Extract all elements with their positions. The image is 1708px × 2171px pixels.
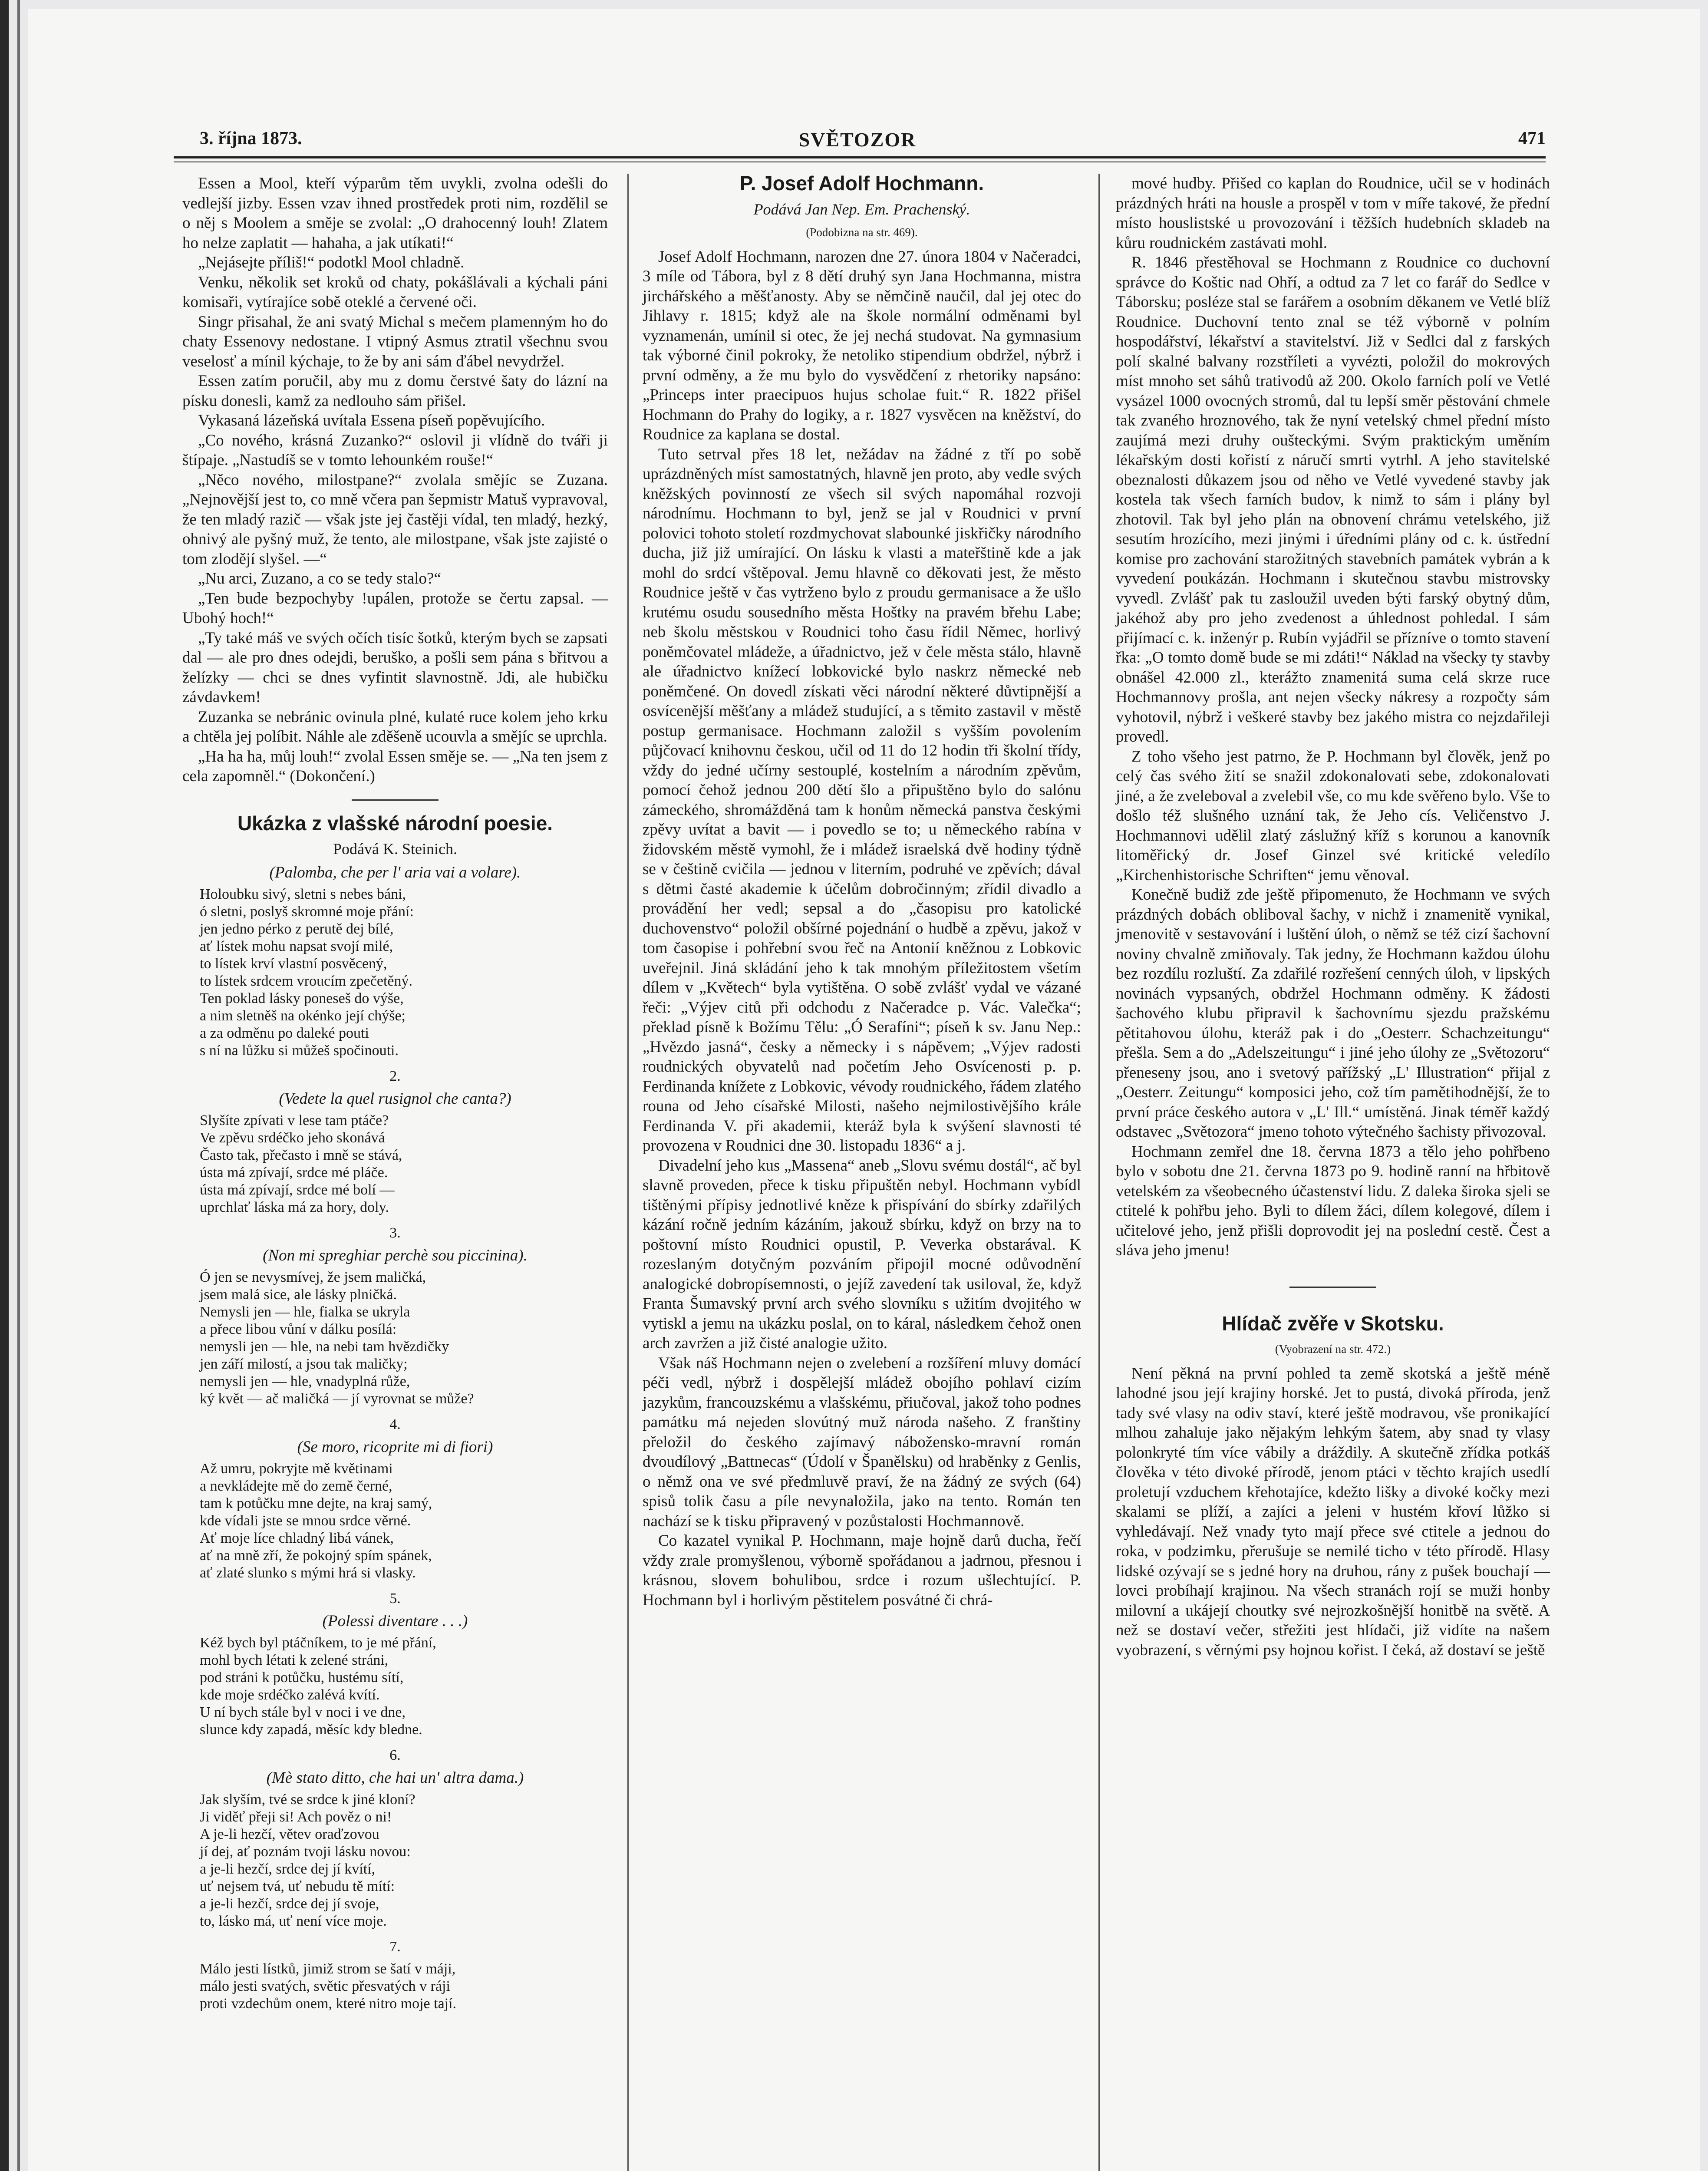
story-continuation xyxy=(182,174,608,786)
poem-line: tam k potůčku mne dejte, na kraj samý, xyxy=(200,1495,432,1511)
article-paragraph: Tuto setrval přes 18 let, nežádav na žádné z tří po sobě uprázdněných míst samostatných, hlavně jen proto, aby vedle svých kněžských povinností ze všech sil svých napomáhal rozvoji národnímu. Hochmann to byl, jenž se jal v Roudnici v první polovici tohoto století rozdmychovat slabounké jiskřičky národního ducha, již již umírající. On lásku k vlasti a mateřštině kde a jak mohl do srdcí vštěpoval. Jemu hlavně co děkovati jest, že město Roudnice ještě v čas vytrženo bylo z proudu germanisace a že ušlo krutému osudu sousedního města Hoštky na pravém břehu Labe; neb školu městskou v Roudnici toho času řídil Němec, horlivý poněmčovatel mládeže, a úřadnictvo, jež v čele města stálo, hlavně ale úřadnictvo knížecí lobkovické bylo naskrz německé neb poněmčené. On dovedl získati věci národní některé důvtipnější a osvícenější měšťany a mládež studující, a s těmito zastavil v městě postup germanisace. Hochmann založil s vyšším povolením půjčovací knihovnu českou, učil od 11 do 12 hodin tři školní třídy, vždy do jedné učírny sestouplé, kostelním a národním zpěvům, pomocí čehož jednou 200 dětí šlo a připuštěno bylo do salónu zámeckého, shromážděná tam k honům německá panstva českými zpěvy uvítat a bavit — i povedlo se to; u německého rabína v židovském městě vymohl, že i mládež israelská dvě hodiny týdně se v češtině cvičila — jednou v literním, podruhé ve zpěvích; dával s dětmi časté akademie k účelům dobročinným; zřídil divadlo a provádění her vedl; sepsal a do „časopisu pro katolické duchovenstvo“ položil obšírné pojednání o hudbě a zpěvu, jakož v tom časopise i pohřební svou řeč na Antonií kněžnou z Lobkovic uveřejnil. Jiná skládání jeho k tak mnohým příležitostem všetím dílem v „Květech“ byla vytištěna. O sobě zvlášť vydal ve vázané řeči: „Výjev citů při odchodu z Načeradce p. Vác. Valečka“; překlad písně k Božímu Tělu: „Ó Serafíni“; píseň k sv. Janu Nep.: „Hvězdo jasná“, česky a německy i s nápěvem; „Výjev radosti roudnických obyvatelů nad početím Jeho Osvícenosti p. p. Ferdinanda knížete z Lobkovic, vévody roudnického, řádem zlatého rouna od Jeho císařské Milosti, našeho nejmilostivějšího krále Ferdinanda V. při akademii, kteráž byla k svýšení slavnosti té provozena v Roudnici dne 30. listopadu 1836“ a j. xyxy=(643,445,1081,1155)
poem-subtitle: (Se moro, ricoprite mi di fiori) xyxy=(297,1438,493,1456)
scan-edge-line xyxy=(17,0,20,2171)
poem-line: a přece libou vůní v dálku posílá: xyxy=(200,1321,397,1337)
article-paragraph: R. 1846 přestěhoval se Hochmann z Roudnice co duchovní správce do Koštic nad Ohří, a odtud za 7 let co farář do Sedlce v Táborsku; posléze stal se farářem a osobním děkanem ve Vetlé blíž Roudnice. Duchovní tento znal se též výborně v polním hospodářství, lékařství a stavitelství. Již v Sedlci dal z farských polí skalné balvany rozstříleti a vyvézti, položil do mokrových míst mnoho set sáhů trativodů až 200. Okolo farních polí ve Vetlé vysázel 1000 ovocných stromů, dal tu lepší směr pěstování chmele tak zvaného hroznového, tak že nyní vetelský chmel přední místo zaujímá mezi druhy oušteckými. Svým praktickým uměním lékařským dosti kořistí z náručí smrti vytrhl. A jeho stavitelské obeznalosti důkazem jsou od něho ve Vetlé vyvedené stavby jak kostela tak všech farních budov, k nimž to sám i plány byl zhotovil. Tak byl jeho plán na obnovení chrámu vetelského, již sesutím hrozícího, mezi jinými i úředními plány od c. k. ústřední komise pro zachování starožitných stavebních památek vybrán a k vyvedení poukázán. Hochmann i skutečnou stavbu mistrovsky vyvedl. Zvlášť pak tu zasloužil uveden býti farský obytný dům, jakéhož aby pro jeho zvedenost a úhlednost pohledal. I sám přijímací c. k. inženýr p. Rubín vyjádřil se přízníve o tomto stavení řka: „O tomto domě bude se mi zdáti!“ Náklad na všecky ty stavby obnášel 42.000 zl., kterážto znamenitá suma celá skrze ruce Hochmannovy prošla, ant nejen všecky nákresy a rozpočty sám vyhotovil, nýbrž i veškeré stavby bez jakého mistra co nejzdařileji provedl. xyxy=(1116,254,1550,746)
story-paragraph: Vykasaná lázeňská uvítala Essena píseň popěvujícího. xyxy=(198,412,545,429)
issue-date: 3. října 1873. xyxy=(200,129,302,148)
poem-line: málo jesti svatých, světic přesvatých v ráji xyxy=(200,1978,450,1994)
poem-line: uť nejsem tvá, uť nebudu tě mítí: xyxy=(200,1878,395,1894)
story-paragraph: Essen a Mool, kteří výparům těm uvykli, zvolna odešli do vedlejší jizby. Essen vzav ihned prostředek proti nim, rozdělil se o něj s Moolem a směje se zvolal: „O drahocenný louh! Zlatem ho nelze zaplatit — hahaha, a jak utíkati!“ xyxy=(182,175,608,252)
gamekeeper-article-body xyxy=(1116,1364,1550,1660)
story-paragraph: „Něco nového, milostpane?“ zvolala smějíc se Zuzana. „Nejnovější jest to, co mně včera pan šepmistr Matuš vypravoval, že ten mladý razič — však jste jej častěji vídal, ten mladý, hezký, ohnivý ale pyšný muž, že tento, ale milostpane, však jste zajisté o tom zlodějí slyšel. —“ xyxy=(182,471,608,568)
column-divider-1 xyxy=(627,174,629,2171)
poem-line: ať lístek mohu napsat svojí milé, xyxy=(200,938,393,954)
article-paragraph: Však náš Hochmann nejen o zvelebení a rozšíření mluvy domácí péči vedl, nýbrž i dospělejší mládež obojího pohlaví cizím jazykům, francouzskému a vlašskému, přiučoval, jakož toho podnes památku má nejeden slovútný muž národa našeho. Z franštiny přeložil do českého zajímavý nábožensko-mravní román dvoudílový „Battnecas“ (Údolí v Španělsku) od hraběnky z Genlis, o němž ona ve své předmluvě praví, že na žádný ze svých (64) spisů tolik času a píle nevynaložila, jako na tento. Román ten nachází se k tisku připravený v pozůstalosti Hochmannově. xyxy=(643,1354,1081,1530)
poem-line: a je-li hezčí, srdce dej jí svoje, xyxy=(200,1896,379,1912)
poem-line: ústa má zpívají, srdce mé pláče. xyxy=(200,1165,388,1181)
poem-line: nemysli jen — hle, vnadyplná růže, xyxy=(200,1373,410,1389)
poetry-article-title: Ukázka z vlašské národní poesie. xyxy=(237,812,553,835)
article-paragraph: Co kazatel vynikal P. Hochmann, maje hojně darů ducha, řečí vždy zrale promyšlenou, výborně spořádanou a jadrnou, přesnou i krásnou, slovem bohulibou, srdce i rozum ušlechtující. P. Hochmann byl i horlivým pěstitelem posvátné či chrá- xyxy=(643,1532,1081,1609)
poem-line: kde moje srdéčko zalévá kvítí. xyxy=(200,1687,380,1703)
poem-line: jsem malá sice, ale lásky plničká. xyxy=(200,1287,397,1303)
poem-line: Holoubku sivý, sletni s nebes báni, xyxy=(200,886,406,902)
poem-subtitle: (Non mi spreghiar perchè sou piccinina). xyxy=(263,1246,528,1264)
gamekeeper-illustration-note: (Vyobrazení na str. 472.) xyxy=(1275,1343,1391,1356)
article-paragraph: mové hudby. Přišed co kaplan do Roudnice, učil se v hodinách prázdných hráti na housle a prospěl v tom v míře takové, že přední místo houslistské u provozování i těžších hudebních skladeb na kůru roudnickém zastávati mohl. xyxy=(1116,175,1550,252)
poem-stanza xyxy=(182,1460,608,1582)
story-paragraph: Essen zatím poručil, aby mu z domu čerstvé šaty do lázní na písku donesli, kamž za nedlouho sám přišel. xyxy=(182,372,608,410)
story-paragraph: „Nu arci, Zuzano, a co se tedy stalo?“ xyxy=(198,570,441,587)
poem-line: ať na mně zří, že pokojný spím spánek, xyxy=(200,1547,432,1564)
poem-subtitle: (Mè stato ditto, che hai un' altra dama.) xyxy=(266,1768,524,1787)
poem-line: Ten poklad lásky poneseš do výše, xyxy=(200,990,404,1006)
poem-line: Kéž bych byl ptáčníkem, to je mé přání, xyxy=(200,1635,436,1651)
poem-line: Ať moje líce chladný libá vánek, xyxy=(200,1530,394,1546)
page-header xyxy=(169,124,1546,154)
poem-stanza xyxy=(182,1112,608,1216)
poem-number: 6. xyxy=(389,1747,401,1763)
page-number: 471 xyxy=(1518,129,1546,148)
poem-line: nemysli jen — hle, na nebi tam hvězdičky xyxy=(200,1339,449,1355)
header-rule-thick xyxy=(174,156,1546,158)
poem-line: kde vídali jste se mnou srdce věrné. xyxy=(200,1513,411,1529)
story-paragraph: „Co nového, krásná Zuzanko?“ oslovil ji vlídně do tváři ji štípaje. „Nastudíš se v tomto lehounkém rouše!“ xyxy=(182,431,608,469)
poem-line: ať zlaté slunko s mými hrá si vlasky. xyxy=(200,1565,416,1581)
poem-line: slunce kdy zapadá, měsíc kdy bledne. xyxy=(200,1722,422,1738)
poem-number: 3. xyxy=(389,1225,401,1241)
poem-line: ó sletni, poslyš skromné moje přání: xyxy=(200,904,414,920)
poem-subtitle: (Vedete la quel rusignol che canta?) xyxy=(279,1089,511,1108)
column-divider-2 xyxy=(1098,174,1100,2171)
hochmann-article-title: P. Josef Adolf Hochmann. xyxy=(739,172,984,195)
story-paragraph: „Nejásejte příliš!“ podotkl Mool chladně. xyxy=(198,254,465,271)
scan-edge-dark xyxy=(0,0,9,2171)
poem-line: Až umru, pokryjte mě květinami xyxy=(200,1461,393,1477)
article-paragraph: Konečně budiž zde ještě připomenuto, že Hochmann ve svých prázdných dobách obliboval šachy, v nichž i znamenitě vynikal, jmenovitě v sestavování i luštění úloh, o němž se též cizí šachovní noviny chvalně zmiňovaly. Tak jedny, že Hochmann každou úlohu bez rozdílu rozluští. Za zdařilé rozřešení cenných úloh, v lipských novinách vypsaných, obdržel Hochmann odměny. K žádosti šachového klubu připravil k šachovnímu sjezdu pražskému pětitahovou úlohu, kteráž pak i do „Oesterr. Schachzeitungu“ přešla. Sem a do „Adelszeitungu“ i jiné jeho úlohy ze „Světozoru“ přeneseny jsou, ano i svetový pařížský „L' Illustration“ přijal z „Oesterr. Zeitungu“ komposici jeho, což tím pamětihodnější, že to první práce českého autora v „L' Ill.“ umístěná. Jinak téměř každý odstavec „Světozora“ jmeno tohoto výtečného šachisty přivozoval. xyxy=(1116,886,1550,1141)
poetry-byline: Podává K. Steinich. xyxy=(333,840,457,858)
poem-line: a nim sletněš na okénko její chýše; xyxy=(200,1008,406,1024)
poem-number: 4. xyxy=(389,1416,401,1432)
article-paragraph: Z toho všeho jest patrno, že P. Hochmann byl člověk, jenž po celý čas svého žití se snažil zdokonalovati sebe, zdokonalovati jiné, a že zveleboval a zvelebil vše, co mu kde svěřeno bylo. Vše to došlo též slušného uznání tak, že Jeho cís. Veličenstvo J. Hochmannovi udělil zlatý záslužný kříž s korunou a kanovník litoměřický dr. Josef Ginzel své kritické veledílo „Kirchenhistorische Schriften“ jemu věnoval. xyxy=(1116,747,1550,884)
hochmann-article-continued xyxy=(1116,174,1550,1260)
poem-line: mohl bych létati k zelené stráni, xyxy=(200,1652,389,1668)
poem-line: Ve zpěvu srdéčko jeho skonává xyxy=(200,1130,385,1146)
poem-stanza xyxy=(182,886,608,1059)
column-right xyxy=(1116,174,1550,1660)
article-paragraph: Josef Adolf Hochmann, narozen dne 27. února 1804 v Načeradci, 3 míle od Tábora, byl z 8 dětí druhý syn Jana Hochmanna, mistra jirchářského a měšťanosty. Aby se němčině naučil, dal jej otec do Jihlavy r. 1815; když ale na škole normální odměnami byl vyznamenán, umínil si otec, že jej nechá studovat. Na gymnasium tak výborné činil pokroky, že netoliko stipendium obdržel, nýbrž i první odměny, a že mu bylo do vysvědčení z rhetoriky napsáno: „Princeps inter praecipuos hujus scholae fuit.“ R. 1822 přišel Hochmann do Prahy do logiky, a r. 1827 vysvěcen na kněžství, do Roudnice za kaplana se dostal. xyxy=(643,247,1081,443)
poem-line: s ní na lůžku si můžeš spočinouti. xyxy=(200,1043,399,1059)
poem-line: Málo jesti lístků, jimiž strom se šatí v máji, xyxy=(200,1960,456,1977)
portrait-note: (Podobizna na str. 469). xyxy=(806,226,918,239)
poem-line: pod stráni k potůčku, hustému sítí, xyxy=(200,1669,404,1686)
poem-line: to, lásko má, uť není více moje. xyxy=(200,1913,387,1929)
story-paragraph: Venku, několik set kroků od chaty, pokášlávali a kýchali páni komisaři, vytírajíce sobě oteklé a červené oči. xyxy=(182,273,608,311)
poem-line: a za odměnu po daleké pouti xyxy=(200,1025,369,1041)
poem-line: A je-li hezčí, větev oraďzovou xyxy=(200,1826,379,1842)
poem-line: Ó jen se nevysmívej, že jsem maličká, xyxy=(200,1269,426,1285)
poem-line: Jak slyším, tvé se srdce k jiné kloní? xyxy=(200,1792,415,1808)
poem-number: 5. xyxy=(389,1590,401,1607)
poem-stanza xyxy=(182,1791,608,1930)
poem-subtitle: (Palomba, che per l' aria vai a volare). xyxy=(269,863,521,881)
story-paragraph: Zuzanka se nebránic ovinula plné, kulaté ruce kolem jeho krku a chtěla jej políbit. Náhle ale zděšeně ucouvla a smějíc se uprchla. xyxy=(182,708,608,746)
story-paragraph: Singr přisahal, že ani svatý Michal s mečem plamenným ho do chaty Essenovy nedostane. I vtipný Asmus ztratil všechnu svou veselosť a mínil kýchaje, to že by ani sám ďábel nevydržel. xyxy=(182,313,608,370)
hochmann-article-body xyxy=(643,247,1081,1610)
magazine-title: SVĚTOZOR xyxy=(798,129,917,151)
poem-line: ký květ — ač maličká — jí vyrovnat se může? xyxy=(200,1391,474,1407)
poem-line: to lístek krví vlastní posvěcený, xyxy=(200,956,387,972)
poem-number: 7. xyxy=(389,1939,401,1955)
poem-line: Nemysli jen — hle, fialka se ukryla xyxy=(200,1304,410,1320)
section-divider xyxy=(352,799,439,801)
poem-line: jen září milostí, a jsou tak maličky; xyxy=(200,1356,408,1372)
poem-stanza xyxy=(182,1269,608,1408)
poem-line: jen jedno pérko z perutě dej bílé, xyxy=(200,921,394,937)
poem-subtitle: (Polessi diventare . . .) xyxy=(322,1612,468,1630)
poem-line: to lístek srdcem vroucím zpečetěný. xyxy=(200,973,412,989)
column-middle xyxy=(643,174,1081,1610)
poem-line: Často tak, přečasto i mně se stává, xyxy=(200,1147,402,1163)
poem-line: U ní bych stále byl v noci i ve dne, xyxy=(200,1704,406,1720)
article-paragraph: Divadelní jeho kus „Massena“ aneb „Slovu svému dostál“, ač byl slavně proveden, přece k tisku připuštěn nebyl. Hochmann vybídl tištěnými přípisy jednotlivé kněze k přispívání do sbírky zdařilých kázání ročně jedním kázáním, jakouž sbírku, když on brzy na to poštovní místo Roudnici opustil, P. Veverka obstarával. K rozeslaným dotyčným pozváním připojil mocné odůvodnění analogické dobropísemnosti, o jejíž zavedení tak usiloval, že, když Franta Šumavský první arch svého slovníku s užitím dvojitého w vytiskl a jemu na ukázku poslal, on to káral, následkem čehož onen arch zavržen a již čisté analogie užito. xyxy=(643,1156,1081,1352)
column-left xyxy=(182,174,608,2016)
hochmann-byline: Podává Jan Nep. Em. Prachenský. xyxy=(753,200,970,218)
gamekeeper-article-title: Hlídač zvěře v Skotsku. xyxy=(1222,1312,1444,1335)
poem-stanza xyxy=(182,1634,608,1739)
article-paragraph: Není pěkná na první pohled ta země skotská a ještě méně lahodné jsou její krajiny horské. Jet to pustá, divoká příroda, jenž tady své vlasy na odiv staví, které ještě modravou, vše pronikající mlhou zahaluje jako nějakým lehkým šatem, aby snad ty vlasy polonkryté tím více vábily a dráždily. A skutečně zřídka potkáš člověka v této divoké přírodě, jenom ptáci v těchto krajích usedlí proletují vzduchem křehotajíce, kdežto lišky a divoké kočky mezi skalami se plíží, a zajíci a jeleni v hustém křoví lůžko si vyhledávají. Než vnady tyto mají přece své ctitele a jednou do roka, v podzimku, přerušuje se nemilé ticho v této přírodě. Hlasy lidské ozývají se s jedné hory na druhou, rány z pušek bouchají — lovci probíhají krajinou. Na všech stranách rojí se muži honby milovní a ukájejí choutky své nejrozkošnější honitbě na světě. A než se dostaví večer, střežiti jest hlídači, již vidíte na našem vyobrazení, s věrnými psy hojnou kořist. I čeká, až dostaví se ještě xyxy=(1116,1364,1550,1659)
section-divider-2 xyxy=(1289,1287,1376,1288)
poem-number: 2. xyxy=(389,1068,401,1084)
poem-line: Ji viděť přeji si! Ach pověz o ni! xyxy=(200,1809,392,1825)
poem-line: a nevkládejte mě do země černé, xyxy=(200,1478,392,1494)
story-paragraph: „Ty také máš ve svých očích tisíc šotků, kterým bych se zapsati dal — ale pro dnes odejdi, beruško, a pošli sem pána s břitvou a želízky — chci se dnes vyfintit slavnostně. Jdi, ale hubičku závdavkem! xyxy=(182,629,608,706)
story-paragraph: „Ten bude bezpochyby !upálen, protože se čertu zapsal. — Ubohý hoch!“ xyxy=(182,589,608,627)
poem-list xyxy=(182,863,608,2013)
poem-line: Slyšíte zpívati v lese tam ptáče? xyxy=(200,1112,389,1128)
poem-stanza xyxy=(182,1960,608,2013)
poem-line: jí dej, ať poznám tvoji lásku novou: xyxy=(200,1844,411,1860)
poem-line: ústa má zpívají, srdce mé bolí — xyxy=(200,1182,395,1198)
story-paragraph: „Ha ha ha, můj louh!“ zvolal Essen směje se. — „Na ten jsem z cela zapomněl.“ (Dokončení.) xyxy=(182,747,608,785)
poem-line: uprchlať láska má za hory, doly. xyxy=(200,1199,389,1215)
poem-line: proti vzdechům onem, které nitro moje tají. xyxy=(200,1995,457,2012)
article-paragraph: Hochmann zemřel dne 18. června 1873 a tělo jeho pohřbeno bylo v sobotu dne 21. června 1873 po 9. hodině ranní na hřbitově vetelském za všeobecného účastenství lidu. Z daleka široka sjeli se ctitelé k pohřbu jeho. Byli to dílem žáci, dílem kolegové, dílem i učitelové jeho, jenž přišli doprovodit jej na poslední cestě. Čest a sláva jeho jmenu! xyxy=(1116,1142,1550,1259)
poem-line: a je-li hezčí, srdce dej jí kvítí, xyxy=(200,1861,376,1877)
